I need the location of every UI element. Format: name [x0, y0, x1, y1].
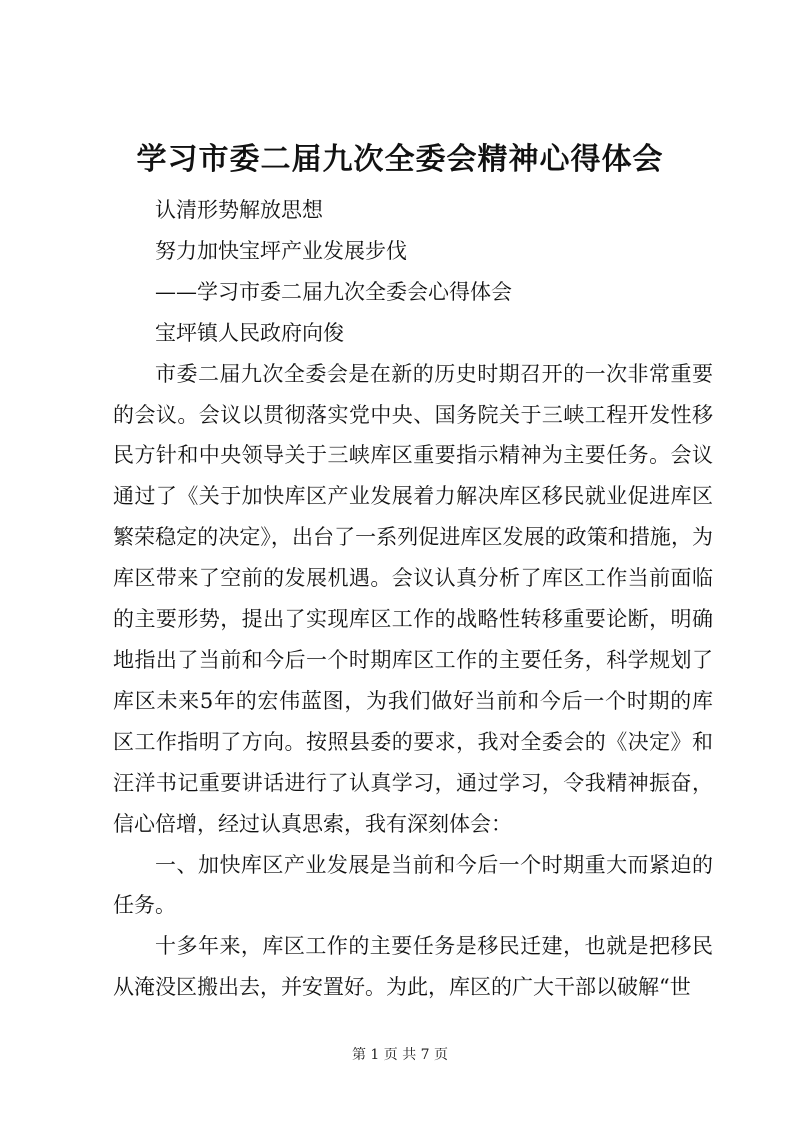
document-title: 学习市委二届九次全委会精神心得体会	[136, 142, 664, 177]
paragraph-2: 一、加快库区产业发展是当前和今后一个时期重大而紧迫的任务。	[113, 852, 713, 918]
paragraph-1: 市委二届九次全委会是在新的历史时期召开的一次非常重要的会议。会议以贯彻落实党中央、国务院关于三峡工程开发性移民方针和中央领导关于三峡库区重要指示精神为主要任务。会议通过了《关于加快库区产业发展着力解决库区移民就业促进库区繁荣稳定的决定》，出台了一系列促进库区发展的政策和措施，为库区带来了空前的发展机遇。会议认真分析了库区工作当前面临的主要形势，提出了实现库区工作的战略性转移重要论断，明确地指出了当前和今后一个时期库区工作的主要任务，科学规划了库区未来5年的宏伟蓝图，为我们做好当前和今后一个时期的库区工作指明了方向。按照县委的要求，我对全委会的《决定》和汪洋书记重要讲话进行了认真学习，通过学习，令我精神振奋，信心倍增，经过认真思索，我有深刻体会：	[113, 361, 713, 836]
document-body	[113, 190, 713, 1008]
subtitle-line-1: 认清形势解放思想	[155, 198, 323, 222]
page-footer: 第 1 页 共 7 页	[351, 1047, 449, 1063]
author-line: 宝坪镇人民政府向俊	[155, 320, 344, 345]
paragraph-3: 十多年来，库区工作的主要任务是移民迁建，也就是把移民从淹没区搬出去，并安置好。为此，库区的广大干部以破解“世	[113, 934, 713, 1000]
subtitle-line-2: 努力加快宝坪产业发展步伐	[155, 238, 407, 263]
subtitle-line-3: ——学习市委二届九次全委会心得体会	[155, 279, 512, 304]
